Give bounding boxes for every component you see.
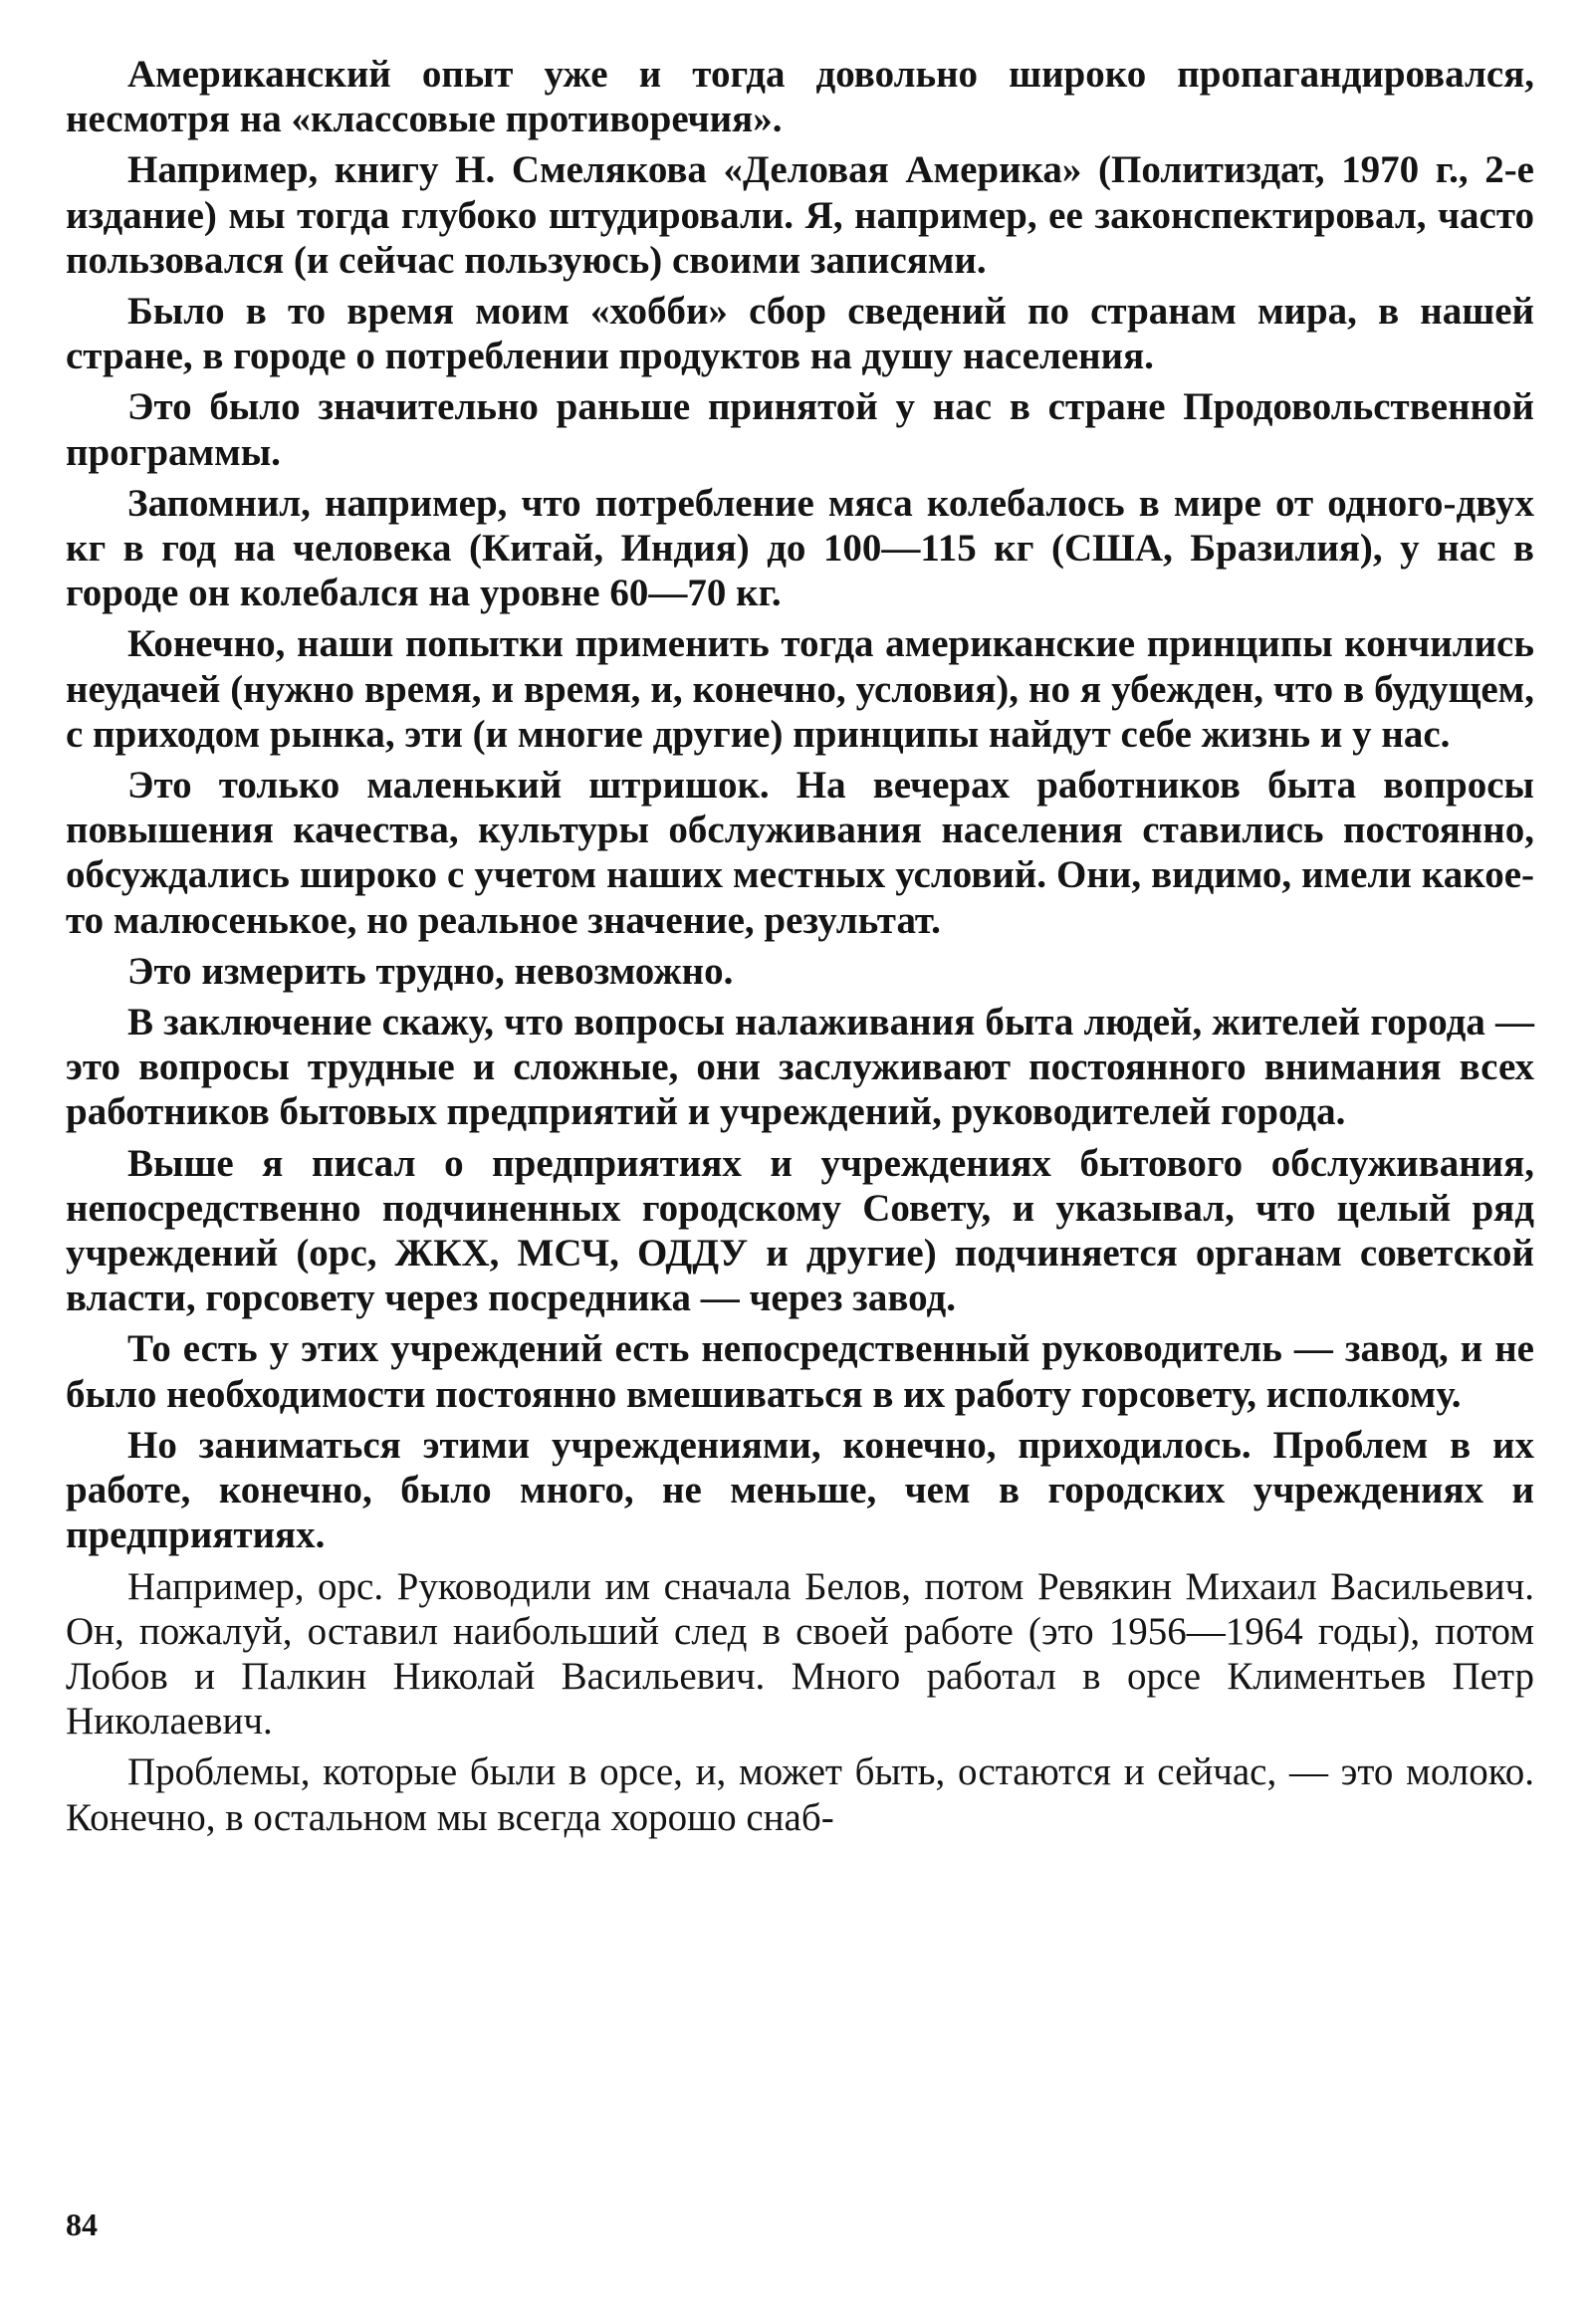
paragraph-1: Американский опыт уже и тогда довольно широко пропагандировался, несмотря на «классовые противоречия».	[66, 53, 1534, 141]
paragraph-14: Проблемы, которые были в орсе, и, может быть, остаются и сейчас, — это молоко. Конечно, в остальном мы всегда хорошо снаб-	[66, 1750, 1534, 1839]
paragraph-4: Это было значительно раньше принятой у нас в стране Продовольственной программы.	[66, 385, 1534, 474]
paragraph-13: Например, орс. Руководили им сначала Белов, потом Ревякин Михаил Васильевич. Он, пожалуй, оставил наибольший след в своей работе (это 1956—1964 годы), потом Лобов и Палкин Николай Васильевич. Много работал в орсе Климентьев Петр Николаевич.	[66, 1564, 1534, 1743]
book-page	[66, 52, 1534, 2272]
paragraph-5: Запомнил, например, что потребление мяса колебалось в мире от одного-двух кг в год на человека (Китай, Индия) до 100—115 кг (США, Бразилия), у нас в городе он колебался на уровне 60—70 кг.	[66, 481, 1534, 615]
paragraph-7: Это только маленький штришок. На вечерах работников быта вопросы повышения качества, культуры обслуживания населения ставились постоянно, обсуждались широко с учетом наших местных условий. Они, видимо, имели какое-то малюсенькое, но реальное значение, результат.	[66, 764, 1534, 942]
paragraph-8: Это измерить трудно, невозможно.	[127, 949, 734, 993]
paragraph-9: В заключение скажу, что вопросы налаживания быта людей, жителей города — это вопросы трудные и сложные, они заслуживают постоянного внимания всех работников бытовых предприятий и учреждений, руководителей города.	[66, 1001, 1534, 1134]
paragraph-3: Было в то время моим «хобби» сбор сведений по странам мира, в нашей стране, в городе о потреблении продуктов на душу населения.	[66, 290, 1534, 378]
paragraph-2: Например, книгу Н. Смелякова «Деловая Америка» (Политиздат, 1970 г., 2-е издание) мы тогда глубоко штудировали. Я, например, ее законспектировал, часто пользовался (и сейчас пользуюсь) своими записями.	[66, 148, 1534, 282]
paragraph-12: Но заниматься этими учреждениями, конечно, приходилось. Проблем в их работе, конечно, было много, не меньше, чем в городских учреждениях и предприятиях.	[66, 1423, 1534, 1557]
paragraph-6: Конечно, наши попытки применить тогда американские принципы кончились неудачей (нужно время, и время, и, конечно, условия), но я убежден, что в будущем, с приходом рынка, эти (и многие другие) принципы найдут себе жизнь и у нас.	[66, 622, 1534, 756]
paragraph-11: То есть у этих учреждений есть непосредственный руководитель — завод, и не было необходимости постоянно вмешиваться в их работу горсовету, исполкому.	[66, 1327, 1534, 1416]
paragraph-10: Выше я писал о предприятиях и учреждениях бытового обслуживания, непосредственно подчиненных городскому Совету, и указывал, что целый ряд учреждений (орс, ЖКХ, МСЧ, ОДДУ и другие) подчиняется органам советской власти, горсовету через посредника — через завод.	[66, 1141, 1534, 1320]
page-number: 84	[66, 2207, 98, 2242]
